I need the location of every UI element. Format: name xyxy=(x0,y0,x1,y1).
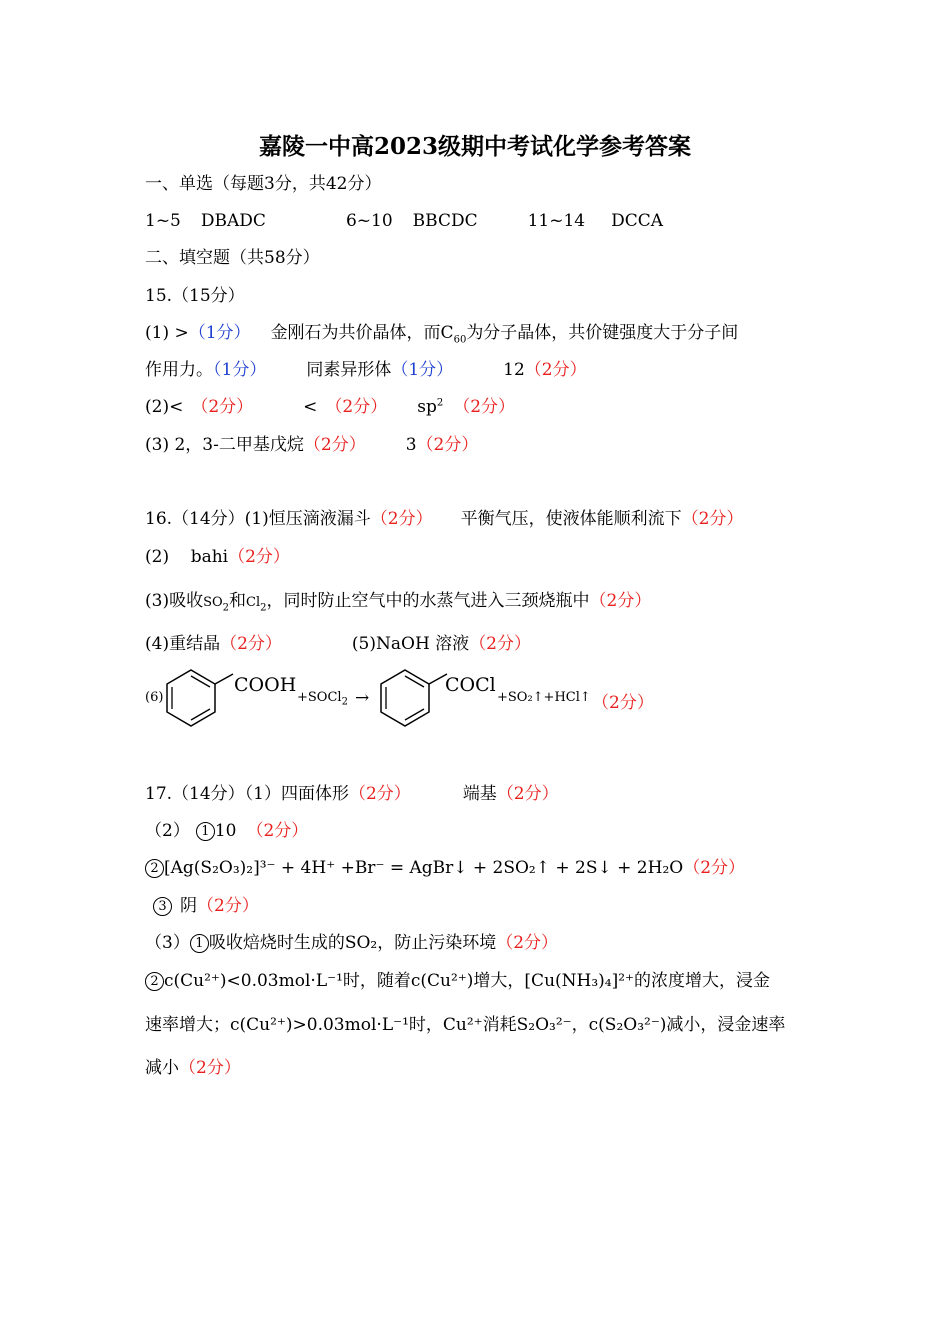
score: （2分） xyxy=(179,1058,241,1078)
circled-number: 2 xyxy=(145,972,164,991)
socl2-text: +SOCl xyxy=(297,690,342,705)
benzene-ring-icon xyxy=(375,664,455,744)
q16-line3 xyxy=(145,590,651,614)
q16-1b: 平衡气压，使液体能顺利流下 xyxy=(460,509,682,529)
q15-1-answer: (1) > xyxy=(145,323,189,343)
superscript: 2 xyxy=(436,397,444,409)
answers-2: BBCDC xyxy=(412,211,478,231)
score: （2分） xyxy=(325,397,388,417)
benzene-ring-icon xyxy=(161,664,241,744)
reaction-arrow: → xyxy=(355,688,370,708)
score: （2分） xyxy=(228,547,290,567)
q17-1b: 端基 xyxy=(462,784,497,804)
score: （2分） xyxy=(589,591,652,611)
q15-line3 xyxy=(145,396,515,418)
circled-number: 1 xyxy=(196,822,215,841)
score: （1分） xyxy=(188,323,251,343)
conjunction: 和 xyxy=(229,591,247,611)
q15-1-number: 12 xyxy=(503,360,525,380)
answers-1: DBADC xyxy=(200,211,266,231)
q17-2-1: 10 xyxy=(214,821,237,841)
q17-head: 17.（14分）（1）四面体形 xyxy=(145,784,349,804)
score: （2分） xyxy=(303,435,366,455)
q17-line8 xyxy=(145,1057,241,1079)
score: （2分） xyxy=(197,896,259,916)
so2-formula: SO xyxy=(203,595,223,610)
q15-line4 xyxy=(145,434,478,456)
q17-line6 xyxy=(145,970,770,992)
cl2-formula: Cl xyxy=(246,595,261,610)
q17-line4 xyxy=(145,895,259,917)
section2-heading: 二、填空题（共58分） xyxy=(145,248,320,268)
range-1: 1~5 xyxy=(145,211,181,231)
q15-1-allotrope: 同素异形体 xyxy=(306,360,392,380)
score: （2分） xyxy=(416,435,479,455)
subscript: 2 xyxy=(222,602,230,614)
q15-2a: (2)< xyxy=(145,397,184,417)
cocl-group: COCl xyxy=(445,674,496,696)
range-3: 11~14 xyxy=(527,211,586,231)
score: （1分） xyxy=(391,360,454,380)
page-title: 嘉陵一中高2023级期中考试化学参考答案 xyxy=(258,133,691,160)
q16-head: 16.（14分）(1)恒压滴液漏斗 xyxy=(145,509,371,529)
q16-line4 xyxy=(145,633,531,655)
cooh-group: COOH xyxy=(234,674,297,696)
q15-line1 xyxy=(145,322,738,344)
q17-line5 xyxy=(145,932,558,954)
circled-number: 2 xyxy=(145,859,164,878)
section1-answers xyxy=(145,210,663,232)
q15-1-reason: 金刚石为共价晶体，而C xyxy=(270,323,454,343)
range-2: 6~10 xyxy=(345,211,393,231)
q16-5: (5)NaOH 溶液 xyxy=(351,634,470,654)
score: （2分） xyxy=(469,634,532,654)
q17-2-2-equation: [Ag(S₂O₃)₂]³⁻ + 4H⁺ +Br⁻ = AgBr↓ + 2SO₂↑ + 2S↓ + 2H₂O xyxy=(164,858,684,878)
score: （2分） xyxy=(496,933,559,953)
section1-heading: 一、单选（每题3分，共42分） xyxy=(145,174,382,194)
q15-1-reason-tail: 为分子晶体，共价键强度大于分子间 xyxy=(466,323,739,343)
q17-3-2-text-a: c(Cu²⁺)<0.03mol·L⁻¹时，随着c(Cu²⁺)增大，[Cu(NH₃)₄]²⁺的浓度增大，浸金 xyxy=(164,971,771,991)
q15-1-reason-end: 作用力。 xyxy=(145,360,213,380)
score: （2分） xyxy=(246,821,309,841)
score: （2分） xyxy=(453,397,516,417)
q16-line2 xyxy=(145,546,290,568)
q15-head: 15.（15分） xyxy=(145,286,245,306)
q17-3-2-text-c: 减小 xyxy=(145,1058,179,1078)
q15-line2 xyxy=(145,359,587,381)
score: （2分） xyxy=(348,784,411,804)
q16-3b: ，同时防止空气中的水蒸气进入三颈烧瓶中 xyxy=(266,591,590,611)
q16-3a: (3)吸收 xyxy=(145,591,204,611)
q17-line3 xyxy=(145,857,745,879)
q17-3-label: （3） xyxy=(145,933,190,953)
q16-line1 xyxy=(145,508,743,530)
subscript: 60 xyxy=(453,334,467,346)
q17-line2 xyxy=(145,820,308,842)
q16-2: (2) bahi xyxy=(145,547,229,567)
q17-2-label: （2） xyxy=(145,821,190,841)
score: （2分） xyxy=(496,784,559,804)
q16-6-label: (6) xyxy=(145,690,164,705)
score: （1分） xyxy=(213,360,267,380)
score: （2分） xyxy=(681,509,744,529)
answers-3: DCCA xyxy=(611,211,664,231)
reaction-equation xyxy=(145,664,845,744)
score: （2分） xyxy=(220,634,282,654)
q17-line7: 速率增大；c(Cu²⁺)>0.03mol·L⁻¹时，Cu²⁺消耗S₂O₃²⁻，c(S₂O₃²⁻)减小，浸金速率 xyxy=(145,1015,786,1035)
circled-number: 3 xyxy=(153,897,172,916)
socl2-reagent xyxy=(297,690,348,708)
q17-2-3: 阴 xyxy=(180,896,197,916)
byproducts: +SO₂↑+HCl↑ xyxy=(497,690,591,705)
q17-3-1: 吸收焙烧时生成的SO₂，防止污染环境 xyxy=(208,933,497,953)
q15-2b: < xyxy=(303,397,318,417)
circled-number: 1 xyxy=(190,934,209,953)
score: （2分） xyxy=(370,509,433,529)
score: （2分） xyxy=(592,693,654,713)
q16-4: (4)重结晶 xyxy=(145,634,221,654)
q15-3b: 3 xyxy=(405,435,417,455)
q15-2c: sp xyxy=(417,397,437,417)
score: （2分） xyxy=(524,360,587,380)
q17-line1 xyxy=(145,783,559,805)
q15-3a: (3) 2，3-二甲基戊烷 xyxy=(145,435,304,455)
subscript: 2 xyxy=(260,602,267,614)
subscript: 2 xyxy=(341,696,348,708)
score: （2分） xyxy=(191,397,254,417)
score: （2分） xyxy=(683,858,746,878)
